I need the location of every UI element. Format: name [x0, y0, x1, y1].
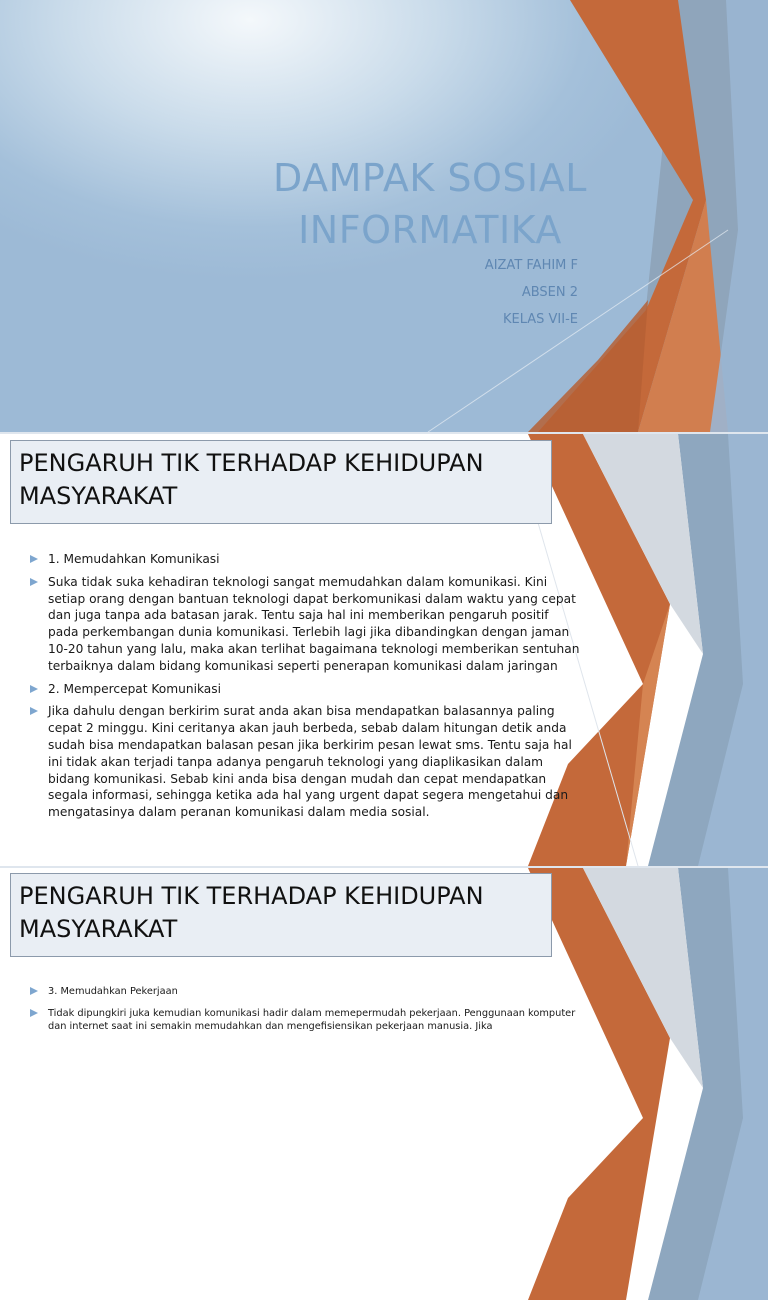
class-label: KELAS VII-E	[502, 312, 578, 327]
slide-title: PENGARUH TIK TERHADAP KEHIDUPAN MASYARAKAT	[19, 882, 484, 943]
title-line-2: INFORMATIKA	[298, 208, 562, 252]
subtitle-block	[360, 258, 578, 339]
decorative-shapes	[528, 868, 768, 1300]
presentation-title	[230, 152, 630, 256]
content-slide-2	[0, 868, 768, 1032]
title-line-1: DAMPAK SOSIAL	[273, 156, 587, 200]
bullet-list	[48, 985, 580, 1042]
list-item: Tidak dipungkiri juka kemudian komunikasi hadir dalam memepermudah pekerjaan. Penggunaan komputer dan internet saat ini semakin memudahkan dan mengefisiensikan pekerjaan manusia. Jika	[48, 1007, 580, 1034]
list-item: Jika dahulu dengan berkirim surat anda akan bisa mendapatkan balasannya paling cepat 2 minggu. Kini ceritanya akan jauh berbeda, sebab dalam hitungan detik anda sudah bisa mendapatkan balasan pesan jika berkirim pesan lewat sms. Tentu saja hal ini tidak akan terjadi tanpa adanya pengaruh teknologi yang diaplikasikan dalam bidang komunikasi. Sebab kini anda bisa dengan mudah dan cepat mendapatkan segala informasi, sehingga ketika ada hal yang urgent dapat segera mengetahui dan mengatasinya dalam peranan komunikasi dalam media sosial.	[48, 703, 580, 821]
list-item: 1. Memudahkan Komunikasi	[48, 551, 580, 568]
bullet-list	[48, 551, 580, 827]
author-name: AIZAT FAHIM F	[484, 258, 578, 273]
list-item: 2. Mempercepat Komunikasi	[48, 681, 580, 698]
list-item: Suka tidak suka kehadiran teknologi sangat memudahkan dalam komunikasi. Kini setiap orang dengan bantuan teknologi dapat berkomunikasi dalam waktu yang cepat dan juga tanpa ada batasan jarak. Tentu saja hal ini memberikan pengaruh positif pada perkembangan dunia komunikasi. Terlebih lagi jika dibandingkan dengan jaman 10-20 tahun yang lalu, maka akan terlihat bagaimana teknologi memberikan sentuhan terbaiknya dalam bidang komunikasi seperti penerapan komunikasi dalam jaringan	[48, 574, 580, 673]
absen-number: ABSEN 2	[521, 285, 578, 300]
list-item: 3. Memudahkan Pekerjaan	[48, 985, 580, 999]
facet-shapes-icon	[528, 868, 768, 1300]
slide-title-box	[10, 440, 552, 524]
slide-title-box	[10, 873, 552, 957]
content-slide-1	[0, 434, 768, 866]
slide-title: PENGARUH TIK TERHADAP KEHIDUPAN MASYARAKAT	[19, 449, 484, 510]
title-slide	[0, 0, 768, 432]
